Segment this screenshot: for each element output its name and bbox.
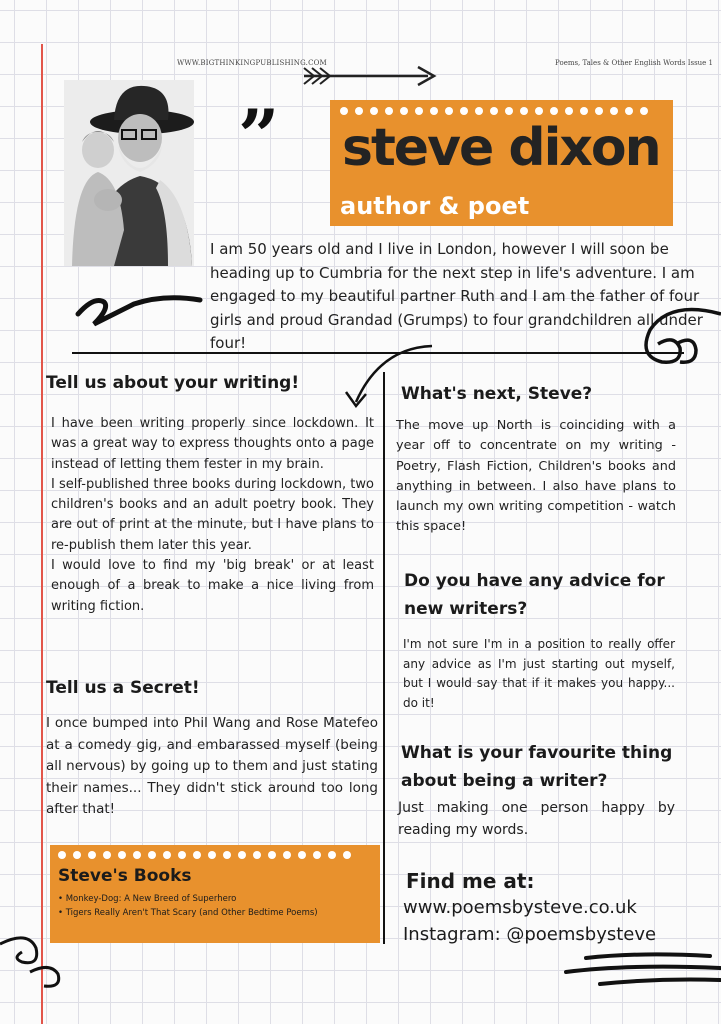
website-link[interactable]: www.poemsbysteve.co.uk [403,897,637,918]
books-heading: Steve's Books [58,866,192,886]
next-heading: What's next, Steve? [401,384,593,404]
author-photo-image [64,80,194,266]
dot-row [330,100,673,115]
author-photo [64,80,194,266]
writing-paragraph-1: I have been writing properly since lockdown. It was a great way to express thoughts onto a page instead of letting them fester in my brain. [51,416,374,472]
margin-line [41,44,43,1024]
secret-heading: Tell us a Secret! [46,678,200,698]
writing-paragraph-2: I self-published three books during lockdown, two children's books and an adult poetry book. They are out of print at the minute, but I have plans to re-publish them later this year. [51,476,374,553]
favourite-heading-line-1: What is your favourite thing [401,743,673,763]
advice-heading-line-1: Do you have any advice for [404,571,665,591]
column-divider [383,372,385,944]
arrow-right-icon [300,64,440,88]
writing-section [51,414,374,617]
find-heading: Find me at: [406,869,535,893]
quote-mark: ” [238,93,280,178]
writing-heading: Tell us about your writing! [46,373,300,393]
writing-paragraph-3: I would love to find my 'big break' or at least enough of a break to make a nice living from writing fiction. [51,558,374,614]
next-text: The move up North is coinciding with a year off to concentrate on my writing - Poetry, Flash Fiction, Children's books and anything in between. I also have plans to launch my own writing competition - watch this space! [396,418,676,535]
dot-row [50,845,380,859]
section-divider [72,352,684,354]
squiggle-icon [74,290,204,330]
intro-text: I am 50 years old and I live in London, however I will soon be heading up to Cumbria for the next step in life's adventure. I am engaged to my beautiful partner Ruth and I am the father of four girls and proud Grandad (Grumps) to four grandchildren all under four! [210,240,703,352]
secret-text: I once bumped into Phil Wang and Rose Matefeo at a comedy gig, and embarassed myself (being all nervous) by going up to them and just stating their names... They didn't stick around too long after that! [46,715,378,817]
favourite-text: Just making one person happy by reading my words. [398,800,675,838]
favourite-heading [401,739,672,795]
favourite-heading-line-2: about being a writer? [401,771,608,791]
instagram-handle[interactable]: Instagram: @poemsbysteve [403,924,657,945]
advice-heading [404,567,665,623]
book-item: • Tigers Really Aren't That Scary (and Other Bedtime Poems) [58,906,318,920]
swirl-icon [0,922,80,992]
advice-text: I'm not sure I'm in a position to really offer any advice as I'm just starting out myself, but I would say that if it makes you happy... do it! [403,637,675,710]
author-name: steve dixon [342,118,660,178]
swirl-icon [610,304,721,376]
issue-label: Poems, Tales & Other English Words Issue 1 [555,59,713,67]
book-item: • Monkey-Dog: A New Breed of Superhero [58,892,318,906]
site-url: WWW.BIGTHINKINGPUBLISHING.COM [177,59,327,67]
advice-heading-line-2: new writers? [404,599,528,619]
author-role: author & poet [340,192,530,220]
books-list [58,892,318,920]
scribble-lines-icon [560,950,721,990]
